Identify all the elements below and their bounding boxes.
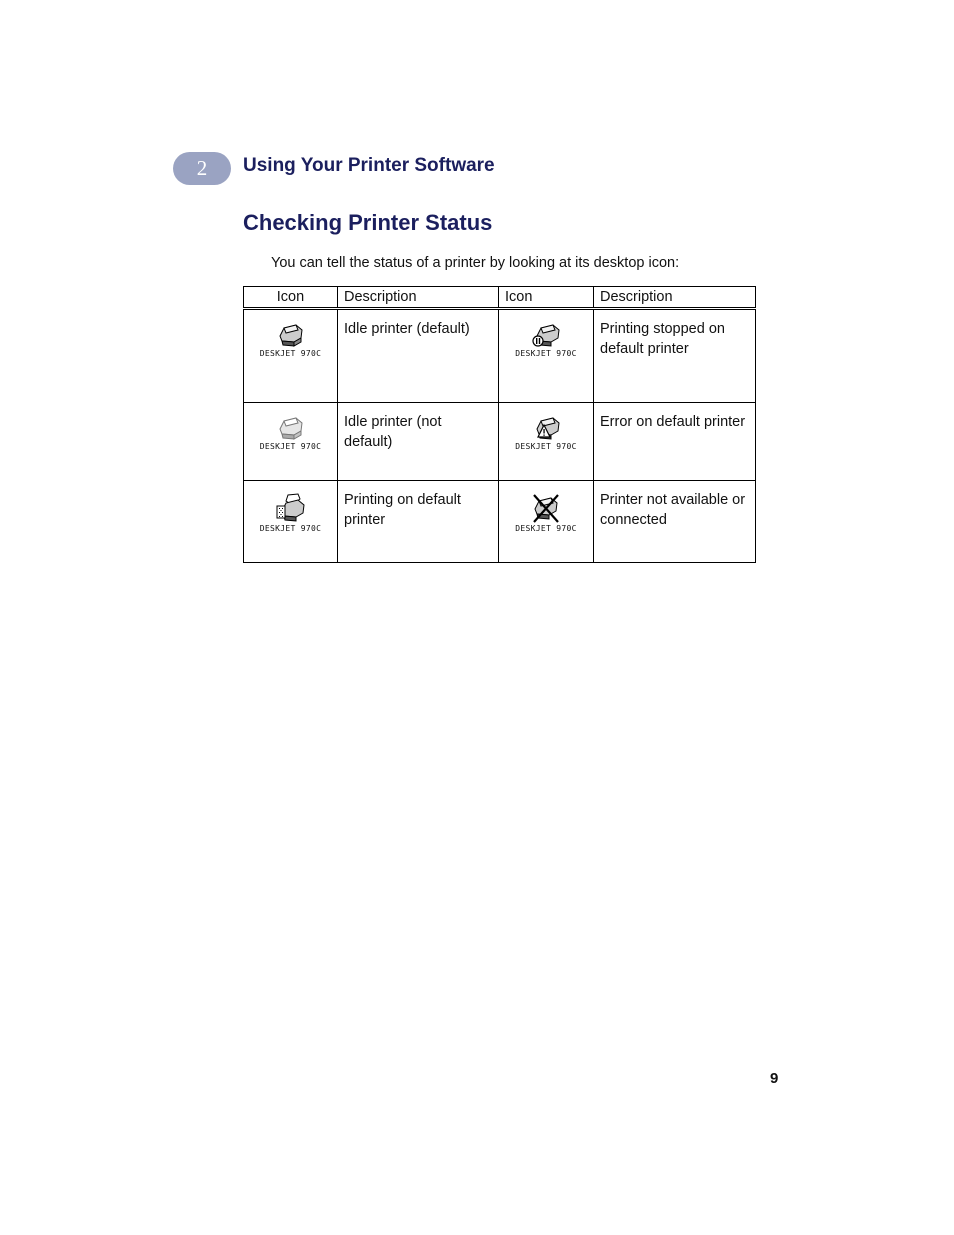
icon-cell [244,481,338,563]
table-row [244,309,756,403]
table-row [244,403,756,481]
icon-cell [499,481,594,563]
description-cell: Printing on default printer [338,481,499,563]
printer-idle-default-icon [274,322,308,348]
icon-cell [499,309,594,403]
icon-label: DESKJET 970C [259,442,322,451]
description-cell: Printing stopped on default printer [594,309,756,403]
icon-cell [244,403,338,481]
column-header-description: Description [594,287,756,309]
icon-label: DESKJET 970C [515,442,577,451]
page-number: 9 [770,1070,779,1087]
intro-paragraph: You can tell the status of a printer by looking at its desktop icon: [271,255,680,271]
printer-error-icon [529,415,563,441]
chapter-number-badge: 2 [173,152,231,185]
printer-idle-not-default-icon [274,415,308,441]
chapter-title: Using Your Printer Software [243,155,495,176]
icon-label: DESKJET 970C [259,524,322,533]
table-header-row [244,287,756,309]
column-header-description: Description [338,287,499,309]
column-header-icon: Icon [244,287,338,309]
icon-label: DESKJET 970C [259,349,322,358]
printer-not-available-icon [529,493,563,523]
icon-cell [244,309,338,403]
description-cell: Error on default printer [594,403,756,481]
description-cell: Idle printer (not default) [338,403,499,481]
icon-label: DESKJET 970C [515,349,577,358]
printer-printing-icon [274,493,308,523]
description-cell: Idle printer (default) [338,309,499,403]
column-header-icon: Icon [499,287,594,309]
printer-status-table [243,286,756,563]
printer-stopped-icon [529,322,563,348]
section-title: Checking Printer Status [243,210,493,235]
description-cell: Printer not available or connected [594,481,756,563]
table-row [244,481,756,563]
icon-label: DESKJET 970C [515,524,577,533]
icon-cell [499,403,594,481]
